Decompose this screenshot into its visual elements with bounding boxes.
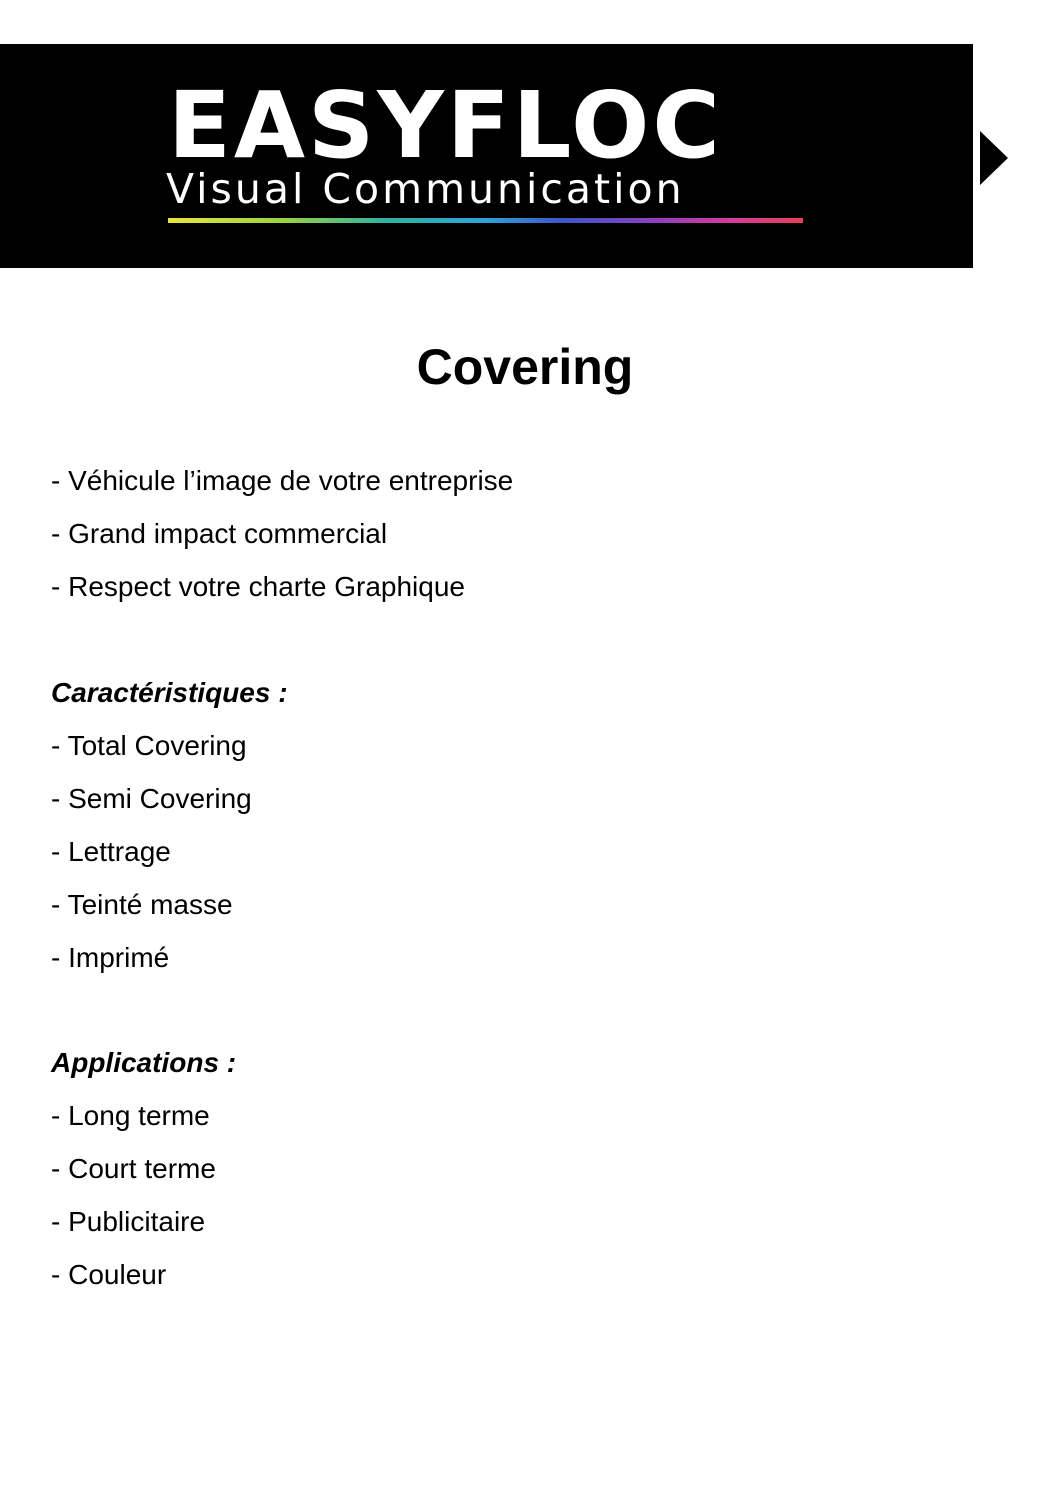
header-banner — [0, 44, 973, 268]
caracteristiques-heading: Caractéristiques : — [51, 677, 288, 708]
applications-heading: Applications : — [51, 1047, 237, 1078]
intro-item: - Véhicule l’image de votre entreprise — [51, 465, 514, 496]
caracteristiques-item: - Imprimé — [51, 942, 170, 973]
logo-rainbow-stripe — [168, 218, 803, 223]
applications-item: - Long terme — [51, 1100, 210, 1131]
applications-item: - Couleur — [51, 1259, 167, 1290]
easyfloc-logo — [0, 44, 973, 268]
triangle-right-icon[interactable] — [980, 131, 1008, 185]
caracteristiques-item: - Teinté masse — [51, 889, 233, 920]
caracteristiques-item: - Total Covering — [51, 730, 247, 761]
applications-item: - Court terme — [51, 1153, 216, 1184]
intro-item: - Grand impact commercial — [51, 518, 388, 549]
intro-item: - Respect votre charte Graphique — [51, 571, 465, 602]
applications-item: - Publicitaire — [51, 1206, 206, 1237]
page-title: Covering — [416, 339, 634, 395]
caracteristiques-item: - Semi Covering — [51, 783, 252, 814]
caracteristiques-item: - Lettrage — [51, 836, 171, 867]
logo-tagline: Visual Communication — [166, 165, 685, 213]
logo-wordmark: EASYFLOC — [168, 72, 723, 179]
